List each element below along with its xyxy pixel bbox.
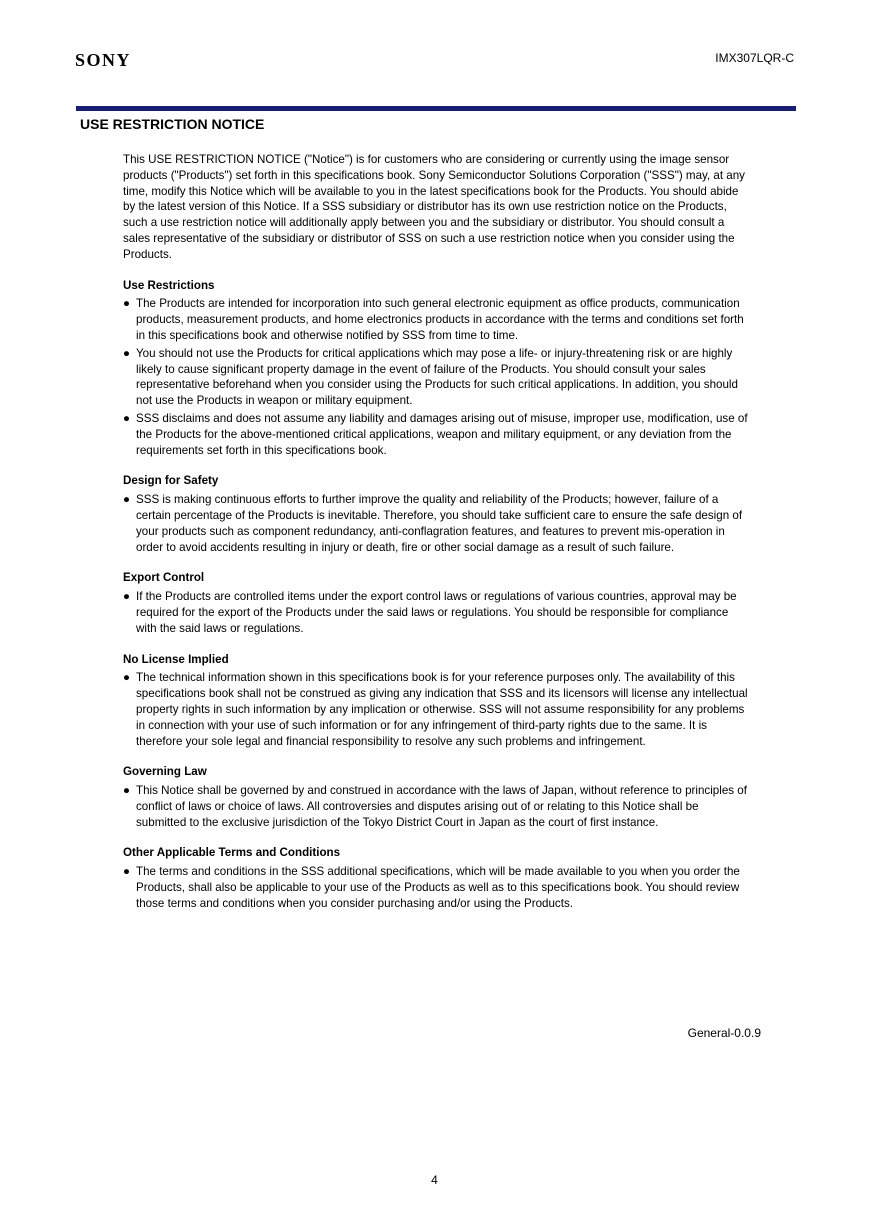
section-heading: Other Applicable Terms and Conditions [123,846,341,860]
list-item-text: The Products are intended for incorporation into such general electronic equipment as office products, communication products, measurement products, and home electronics products in accordance with the terms and conditions set forth in this specifications book and otherwise notified by SSS from time to time. [136,297,744,342]
bullet-list [123,864,748,911]
bullet-list [123,589,748,636]
list-item [123,783,748,830]
list-item-text: The terms and conditions in the SSS additional specifications, which will be made available to you when you order the Products, shall also be applicable to your use of the Products as well as to this specifications book. You should review those terms and conditions when you consider purchasing and/or using the Products. [136,865,740,910]
bullet-list [123,492,748,555]
section-heading: Design for Safety [123,474,219,488]
bullet-icon: ● [123,346,131,360]
bullet-icon: ● [123,865,131,879]
bullet-icon: ● [123,411,131,425]
bullet-icon: ● [123,590,131,604]
list-item [123,589,748,636]
section-heading: Export Control [123,571,205,585]
list-item-text: This Notice shall be governed by and construed in accordance with the laws of Japan, without reference to principles of conflict of laws or choice of laws. All controversies and disputes arising out of or relating to this Notice shall be submitted to the exclusive jurisdiction of the Tokyo District Court in Japan as the court of first instance. [136,784,747,829]
page-title: USE RESTRICTION NOTICE [80,116,265,132]
list-item [123,864,748,911]
list-item [123,670,748,749]
bullet-icon: ● [123,297,131,311]
section-heading: Governing Law [123,765,207,779]
list-item [123,411,748,458]
list-item [123,346,748,409]
bullet-icon: ● [123,671,131,685]
model-number: IMX307LQR-C [715,51,794,65]
list-item [123,492,748,555]
list-item-text: You should not use the Products for critical applications which may pose a life- or injury-threatening risk or are highly likely to cause significant property damage in the event of failure of the Products. You should consult your sales representative beforehand when you consider using the Products for such critical applications. In addition, you should not use the Products in weapon or military equipment. [136,346,738,408]
page-number: 4 [431,1173,438,1187]
header-divider [76,106,796,111]
sony-logo: SONY [75,50,132,70]
section-heading: No License Implied [123,652,229,666]
bullet-icon: ● [123,784,131,798]
bullet-list [123,670,748,749]
list-item-text: SSS disclaims and does not assume any liability and damages arising out of misuse, improper use, modification, use of the Products for the above-mentioned critical applications, weapon and military equipment, or any deviation from the requirements set forth in this specifications book. [136,411,748,457]
bullet-list [123,783,748,830]
list-item-text: SSS is making continuous efforts to further improve the quality and reliability of the Products; however, failure of a certain percentage of the Products is inevitable. Therefore, you should take sufficient care to ensure the safe design of your products such as component redundancy, anti-conflagration features, and features to prevent mis-operation in order to avoid accidents resulting in injury or death, fire or other social damage as a result of such failure. [136,493,743,554]
list-item-text: If the Products are controlled items under the export control laws or regulations of various countries, approval may be required for the export of the Products under the said laws or regulations. You should be responsible for compliance with the said laws or regulations. [136,590,737,635]
section-heading: Use Restrictions [123,278,215,292]
intro-paragraph: This USE RESTRICTION NOTICE ("Notice") is for customers who are considering or currently using the image sensor products ("Products") set forth in this specifications book. Sony Semiconductor Solutions Corporation ("SSS") may, at any time, modify this Notice which will be available to you in the latest specifications book for the Products. You should abide by the latest version of this Notice. If a SSS subsidiary or distributor has its own use restriction notice on the Products, such a use restriction notice will additionally apply between you and the subsidiary or distributor. You should consult a sales representative of the subsidiary or distributor of SSS on such a use restriction notice when you consider using the Products. [123,153,745,261]
bullet-list [123,296,748,458]
list-item [123,296,748,343]
list-item-text: The technical information shown in this specifications book is for your reference purposes only. The availability of this specifications book shall not be construed as giving any indication that SSS and its licensors will license any intellectual property rights in such information by any implication or otherwise. SSS will not assume responsibility for any problems in connection with your use of such information or for any infringement of third-party rights due to the same. It is therefore your sole legal and financial responsibility to resolve any such problems and infringement. [136,671,748,748]
bullet-icon: ● [123,493,131,507]
notice-body [123,152,748,927]
sections-container [123,278,748,912]
document-version: General-0.0.9 [687,1026,761,1040]
